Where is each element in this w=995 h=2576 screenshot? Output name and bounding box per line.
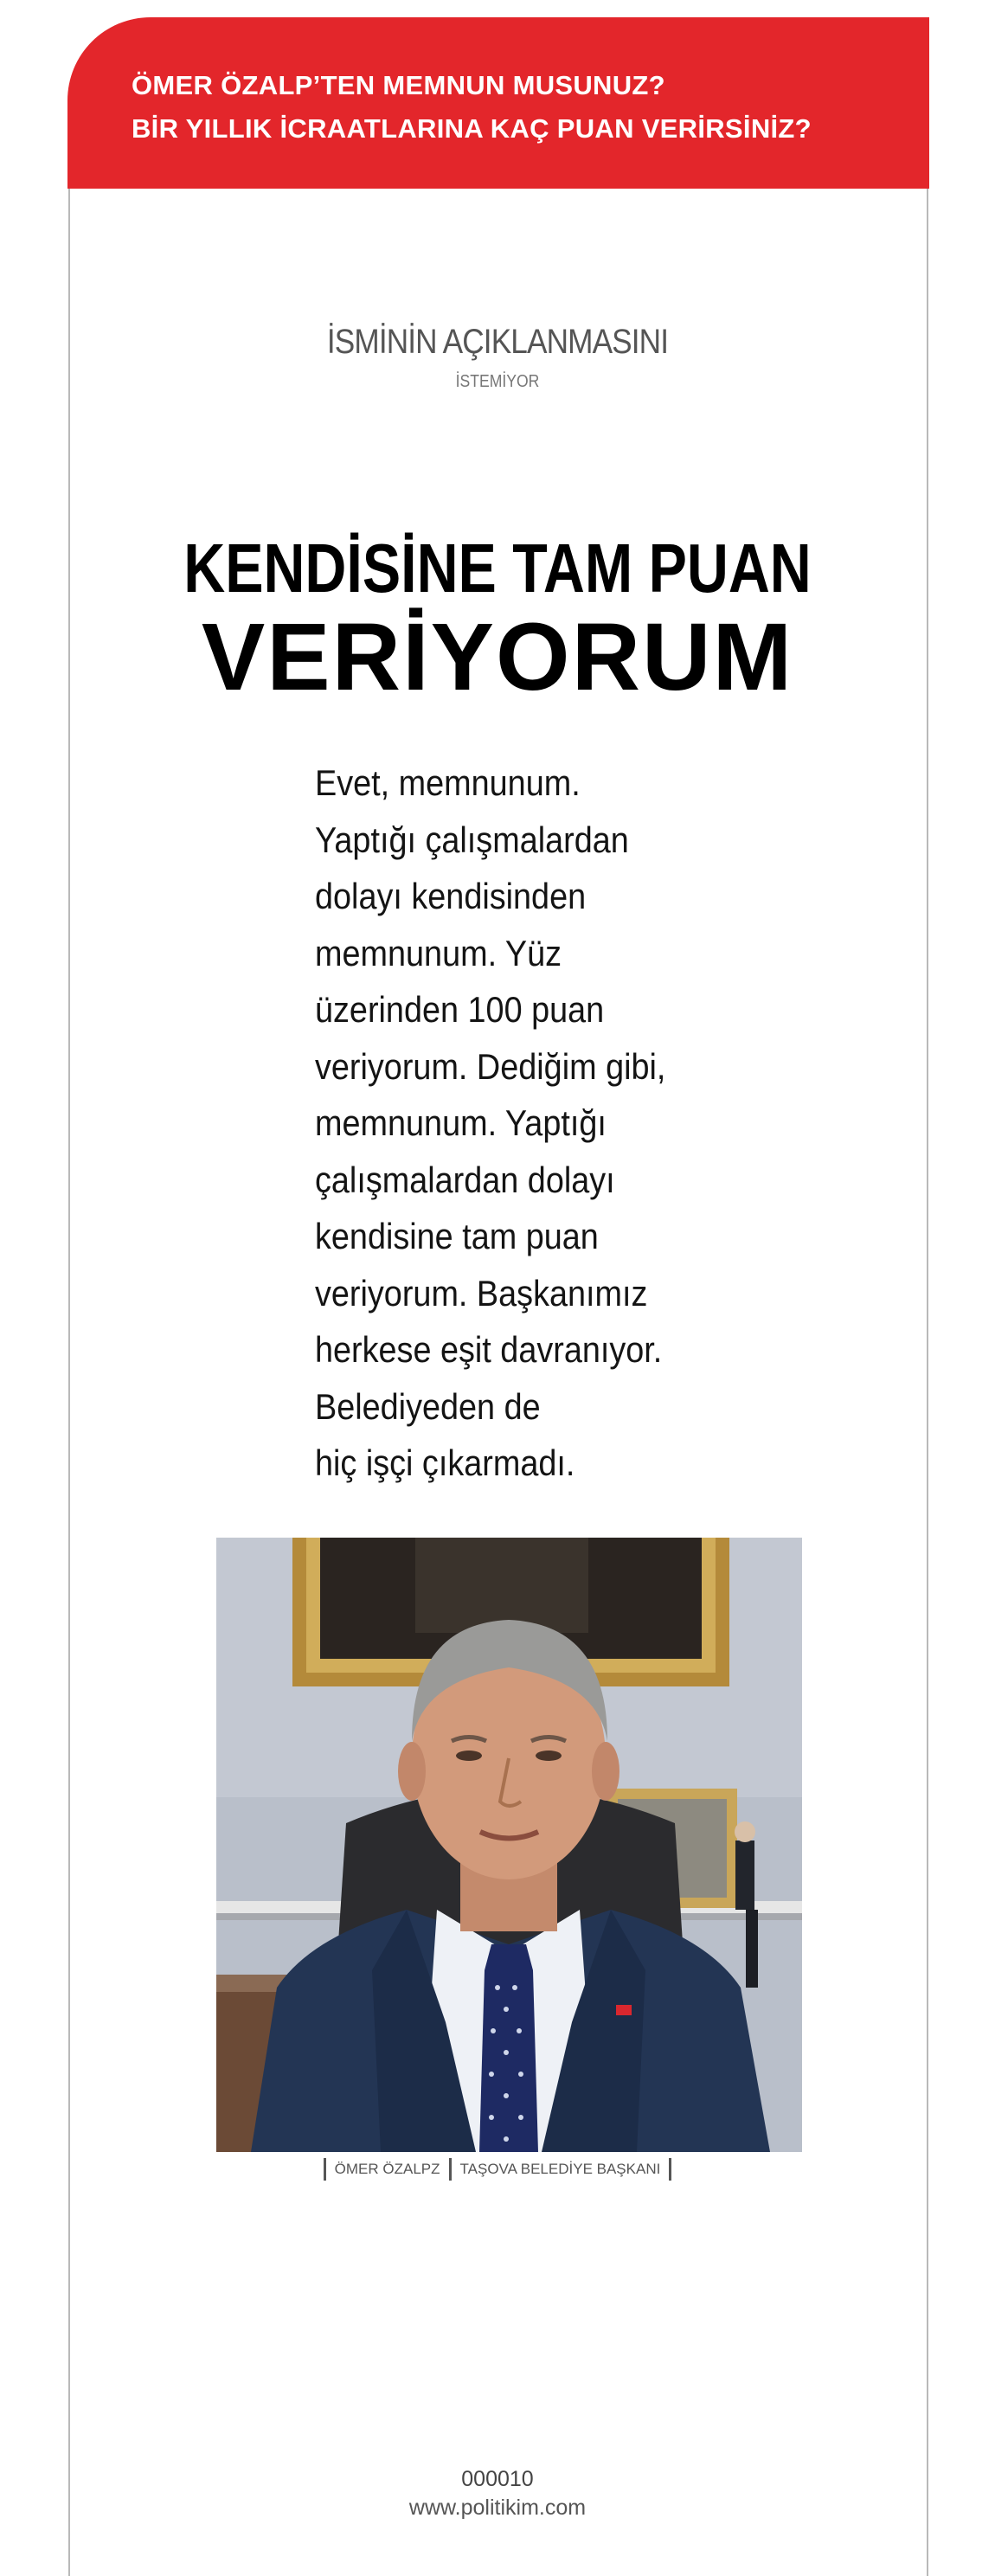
quote-line: dolayı kendisinden <box>315 876 587 916</box>
page-code: 000010 <box>461 2467 534 2491</box>
headline-line-2: VERİYORUM <box>201 604 794 710</box>
question-banner <box>67 17 929 189</box>
banner-question-line-1: ÖMER ÖZALP’TEN MEMNUN MUSUNUZ? <box>132 70 665 100</box>
quote-line: memnunum. Yüz <box>315 932 562 973</box>
quote-line: veriyorum. Başkanımız <box>315 1272 648 1314</box>
quote-text <box>315 755 799 1492</box>
banner-question-line-2: BİR YILLIK İCRAATLARINA KAÇ PUAN VERİRSİNİZ? <box>132 113 812 144</box>
quote-line: veriyorum. Dediğim gibi, <box>315 1045 666 1087</box>
caption-separator <box>324 2158 326 2181</box>
quote-line: kendisine tam puan <box>315 1216 599 1256</box>
quote-line: herkese eşit davranıyor. <box>315 1329 663 1370</box>
caption-separator <box>669 2158 671 2181</box>
respondent-note: İSTEMİYOR <box>455 372 540 391</box>
portrait-illustration <box>216 1538 802 2152</box>
quote-line: memnunum. Yaptığı <box>315 1102 607 1143</box>
caption-name: ÖMER ÖZALPZ <box>334 2161 440 2177</box>
quote-line: Yaptığı çalışmalardan <box>315 819 629 860</box>
quote-line: çalışmalardan dolayı <box>315 1159 615 1200</box>
quote-line: hiç işçi çıkarmadı. <box>315 1442 575 1483</box>
mayor-portrait-photo <box>216 1538 802 2152</box>
headline-line-1: KENDİSİNE TAM PUAN <box>183 530 812 607</box>
quote-line: üzerinden 100 puan <box>315 989 605 1030</box>
quote-line: Evet, memnunum. <box>315 762 581 803</box>
quote-line: Belediyeden de <box>315 1385 541 1427</box>
respondent-name: İSMİNİN AÇIKLANMASINI <box>326 323 669 361</box>
photo-caption <box>0 2158 995 2181</box>
caption-separator <box>449 2158 452 2181</box>
site-url: www.politikim.com <box>408 2496 587 2520</box>
caption-title: TAŞOVA BELEDİYE BAŞKANI <box>459 2161 661 2177</box>
